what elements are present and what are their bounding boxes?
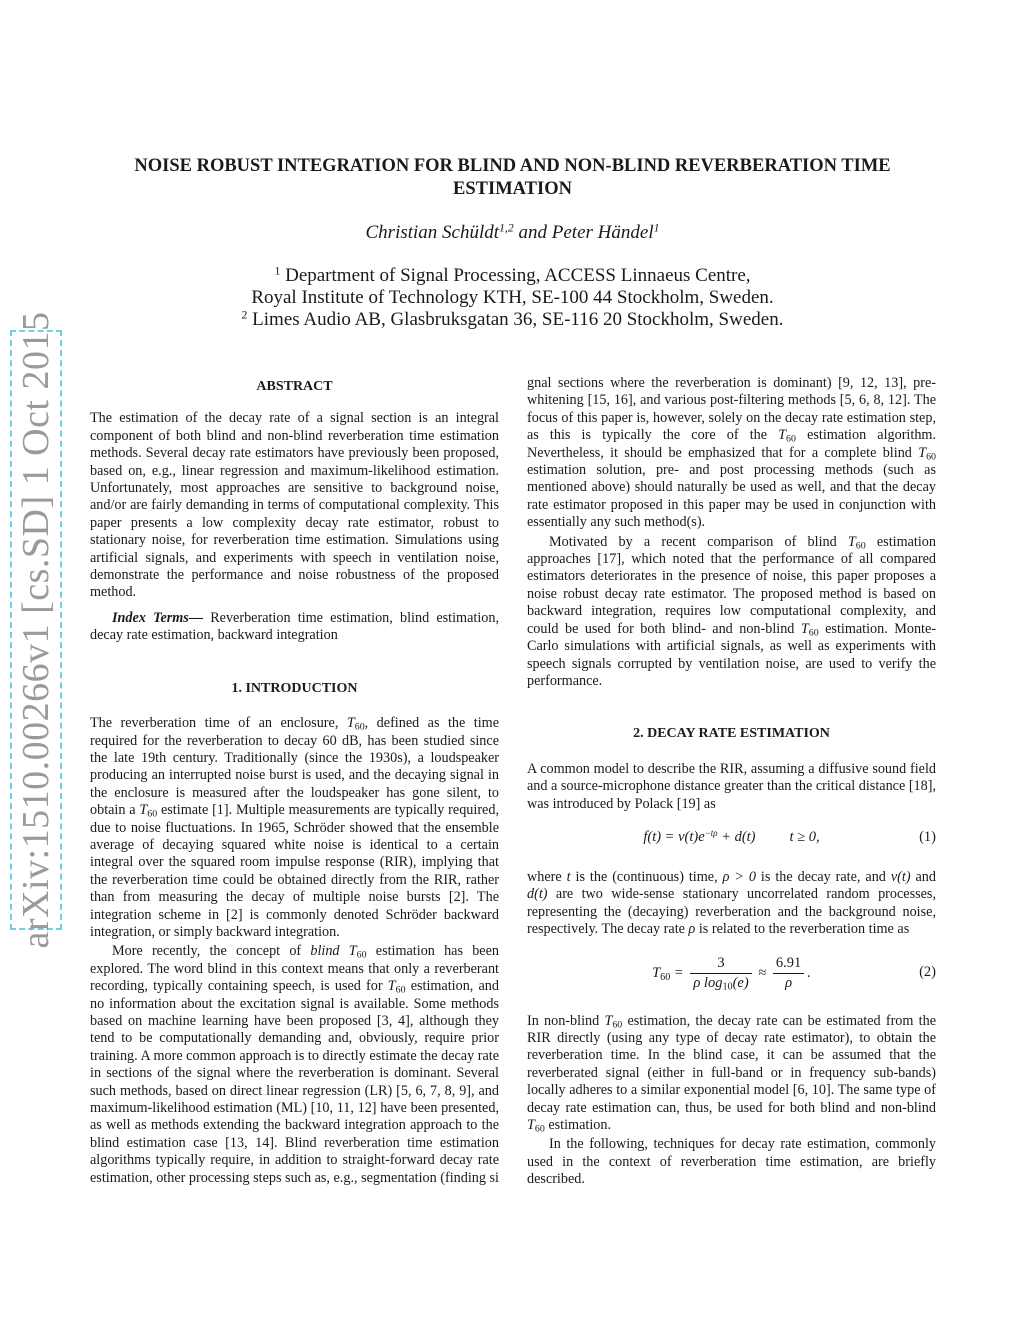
- t60-symbol: $T_{60}$: [527, 1117, 545, 1135]
- intro-paragraph-3: Motivated by a recent comparison of blind $T_{60}$ estimation approaches [17], which noted that the performance of all compared estimators deteriorates in the presence of noise, this paper proposes a noise robust decay rate estimator. The proposed method is based on backward integration, requires low computational complexity, and could be used for both blind- and non-blind $T_{60}$ estimation. Monte-Carlo simulations with artificial signals, as well as experiments with speech signals corrupted by ventilation noise, are used to verify the performance.: [527, 533, 936, 689]
- t60-symbol: $T_{60}$: [918, 444, 936, 463]
- intro-paragraph-1: The reverberation time of an enclosure, $T_{60}$, defined as the time required for the reverberation to decay 60 dB, has been studied since the late 19th century. Traditionally (since the 1930s), a loudspeaker producing an interrupted noise burst is used, and the decaying signal in the enclosure is measured after the loudspeaker has gone silent, to obtain a $T_{60}$ estimate [1]. Multiple measurements are typically required, due to noise fluctuations. In 1965, Schröder showed that the ensemble average of decaying squared white noise is identical to a certain integral over the squared room impulse response (RIR), implying that the reverberation time could be obtained directly from the RIR, rather than from measuring the decay of multiple noise bursts [2]. The integration scheme in [2] is commonly denoted Schröder backward integration, or simply backward integration.: [90, 715, 499, 940]
- affiliation-line: Royal Institute of Technology KTH, SE-100 44 Stockholm, Sweden.: [251, 287, 774, 308]
- decay-paragraph-2: where t is the (continuous) time, ρ > 0 is the decay rate, and v(t) and d(t) are two wide-sense stationary uncorrelated random processes, representing the (decaying) reverberation and the background noise, respectively. The decay rate ρ is related to the reverberation time as: [527, 868, 936, 938]
- affiliations: [90, 265, 935, 331]
- equation-2-number: (2): [919, 963, 936, 980]
- intro-paragraph-2: More recently, the concept of blind $T_{60}$ estimation has been explored. The word blind in this context means that only a reverberant recording, typically containing speech, is used for $T_{60}$ estimation, and no information about the excitation signal is available. Some methods based on machine learning have been proposed [3, 4], although they tend to be computationally demanding and, obviously, require prior training. A more common approach is to directly estimate the decay rate in sections of the signal where the reverberation is dominant. Several such methods, based on direct linear regression (LR) [5, 6, 7, 8, 9], and maximum-likelihood estimation (ML) [10, 11, 12] have been presented, as well as methods extending the backward integration approach to the blind estimation case [13, 14]. Blind reverberation time estimation algorithms typically require, in addition to straight-forward decay rate estimation, other processing steps such as, e.g., segmentation (finding si: [90, 943, 499, 1186]
- author-second: and Peter Händel: [513, 222, 654, 243]
- left-column: [90, 375, 499, 1187]
- equation-2: $T_{60}$ = $\frac{3}{\rho \log_{10}(e)}$ ≈ $\frac{6.91}{\rho}$ . (2): [652, 954, 936, 993]
- arxiv-side-stamp: [10, 311, 62, 949]
- intro-paragraph-2-continued: gnal sections where the reverberation is dominant) [9, 12, 13], pre-whitening [15, 16], and various post-filtering methods [5, 6, 8, 12]. The focus of this paper is, however, solely on the decay rate estimation step, as this is typically the core of the $T_{60}$ estimation algorithm. Nevertheless, it should be emphasized that for a complete blind $T_{60}$ estimation solution, pre- and post processing methods (such as mentioned above) should naturally be used as well, and that the decay rate estimator proposed in this paper may be used in conjunction with essentially any such method(s).: [527, 375, 936, 531]
- abstract-heading: ABSTRACT: [256, 379, 333, 394]
- t60-symbol: $T_{60}$: [348, 943, 367, 961]
- t60-symbol: $T_{60}$: [778, 427, 796, 445]
- index-terms-label: Index Terms—: [112, 609, 204, 626]
- paper-title: NOISE ROBUST INTEGRATION FOR BLIND AND NON-BLIND REVERBERATION TIME ESTIMATION: [134, 156, 891, 199]
- equation-1-number: (1): [919, 828, 936, 845]
- abstract-text: The estimation of the decay rate of a signal section is an integral component of both blind and non-blind reverberation time estimation methods. Several decay rate estimators have previously been proposed, based on, e.g., linear regression and maximum-likelihood estimation. Unfortunately, most approaches are sensitive to background noise, and/or are fairly demanding in terms of computational complexity. This paper presents a low complexity decay rate estimator, robust to stationary noise, for reverberation time estimation. Simulations using artificial signals, and experiments with speech in ventilation noise, demonstrate the performance and noise robustness of the proposed method.: [90, 410, 499, 601]
- t60-symbol: $T_{60}$: [139, 802, 158, 820]
- author-line: [90, 222, 935, 244]
- author-first: Christian Schüldt: [365, 222, 500, 243]
- t60-symbol: $T_{60}$: [387, 978, 406, 996]
- right-column: [527, 375, 936, 1189]
- decay-paragraph-1: A common model to describe the RIR, assuming a diffusive sound field and a source-microphone distance greater than the critical distance [18], was introduced by Polack [19] as: [527, 760, 936, 812]
- decay-heading: 2. DECAY RATE ESTIMATION: [633, 726, 830, 742]
- arxiv-identifier: arXiv:1510.00266v1 [cs.SD] 1 Oct 2015: [15, 311, 57, 949]
- t60-symbol: $T_{60}$: [800, 620, 819, 639]
- intro-heading: 1. INTRODUCTION: [231, 680, 358, 696]
- equation-1: $f(t) = v(t)e^{-t\rho} + d(t) t \ge 0$, (1): [643, 828, 936, 845]
- t60-symbol: $T_{60}$: [847, 533, 866, 552]
- decay-paragraph-4: In the following, techniques for decay rate estimation, commonly used in the context of reverberation time estimation, are briefly described.: [527, 1136, 936, 1188]
- affiliation-line: $^2$ Limes Audio AB, Glasbruksgatan 36, SE-116 20 Stockholm, Sweden.: [241, 308, 784, 330]
- t60-symbol: $T_{60}$: [604, 1012, 623, 1031]
- decay-paragraph-3: In non-blind $T_{60}$ estimation, the decay rate can be estimated from the RIR directly (using any type of decay rate estimator), to obtain the reverberation time. In the blind case, it can be assumed that the reverberated signal (either in full-band or in frequency sub-bands) locally adheres to a similar exponential model [6, 10]. The same type of decay rate estimation can, thus, be used for both blind and non-blind $T_{60}$ estimation.: [527, 1012, 936, 1135]
- index-terms: Index Terms— Reverberation time estimation, blind estimation, decay rate estimation, backward integration: [90, 609, 499, 644]
- author-first-affil: 1,2: [499, 221, 514, 235]
- affiliation-line: $^1$ Department of Signal Processing, ACCESS Linnaeus Centre,: [274, 264, 751, 286]
- author-second-affil: 1: [653, 221, 660, 235]
- t60-symbol: $T_{60}$: [346, 715, 365, 733]
